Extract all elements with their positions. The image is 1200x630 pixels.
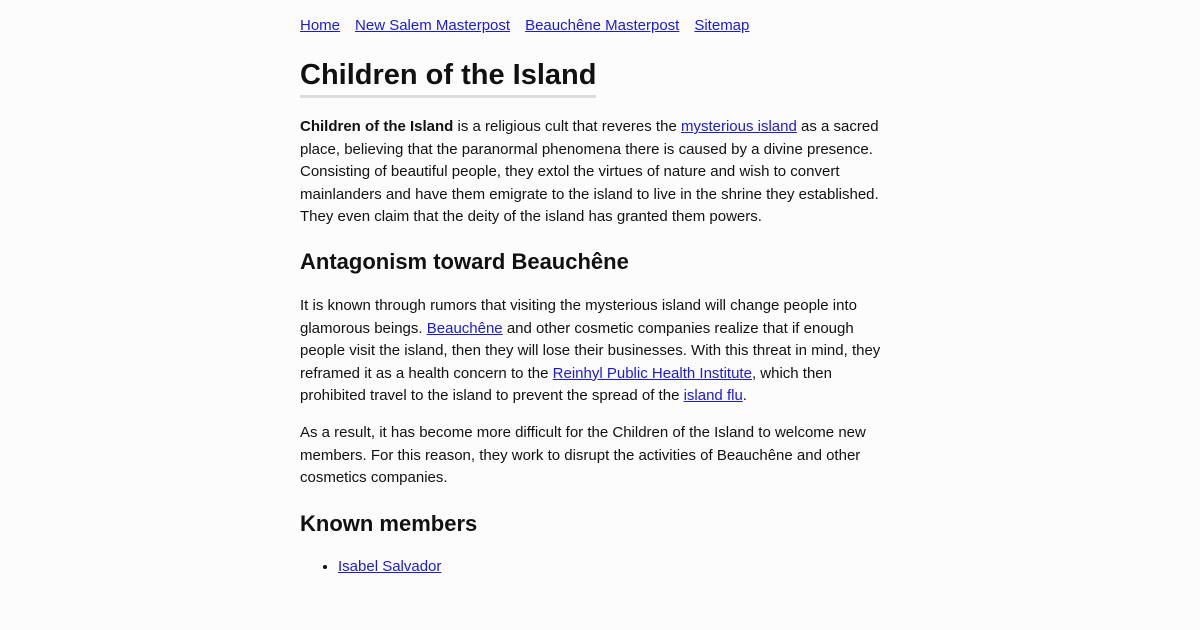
antagonism-paragraph-1: [300, 295, 890, 408]
intro-text-1: is a religious cult that reveres the: [453, 118, 681, 135]
antagonism-text-3: , which then prohibited travel to the island to prevent the spread of the: [300, 364, 832, 404]
list-item: [338, 556, 441, 578]
intro-text-2: as a sacred place, believing that the paranormal phenomena there is caused by a divine presence. Consisting of beautiful people, they extol the virtues of nature and wish to convert mainlanders and have them emigrate to the island to live in the shrine they established. They even claim that the deity of the island has granted them powers.: [300, 118, 879, 225]
antagonism-paragraph-2: As a result, it has become more difficult for the Children of the Island to welcome new members. For this reason, they work to disrupt the activities of Beauchêne and other cosmetics companies.: [300, 424, 866, 486]
members-list: [300, 556, 441, 578]
link-beauchene[interactable]: Beauchêne: [426, 319, 503, 337]
section-heading-known-members: Known members: [300, 511, 478, 536]
intro-paragraph: [300, 116, 890, 229]
antagonism-text-1: It is known through rumors that visiting the mysterious island will change people into glamorous beings.: [300, 297, 857, 337]
link-mysterious-island[interactable]: mysterious island: [680, 118, 797, 135]
top-nav: [300, 16, 749, 36]
nav-link-beauchene-masterpost[interactable]: Beauchêne Masterpost: [525, 17, 680, 34]
nav-link-home[interactable]: Home: [300, 17, 341, 34]
page-title: Children of the Island: [300, 56, 596, 98]
intro-bold-term: Children of the Island: [300, 118, 454, 135]
antagonism-text-4: .: [742, 387, 747, 404]
antagonism-text-2: and other cosmetic companies realize that if enough people visit the island, then they will lose their businesses. With this threat in mind, they reframed it as a health concern to the: [300, 319, 881, 382]
section-heading-antagonism: Antagonism toward Beauchêne: [300, 249, 629, 274]
link-reinhyl-public-health-institute[interactable]: Reinhyl Public Health Institute: [552, 364, 752, 382]
nav-link-new-salem-masterpost[interactable]: New Salem Masterpost: [355, 17, 511, 34]
link-island-flu[interactable]: island flu: [683, 387, 743, 404]
link-member-isabel-salvador[interactable]: Isabel Salvador: [338, 558, 442, 575]
nav-link-sitemap[interactable]: Sitemap: [694, 17, 750, 34]
